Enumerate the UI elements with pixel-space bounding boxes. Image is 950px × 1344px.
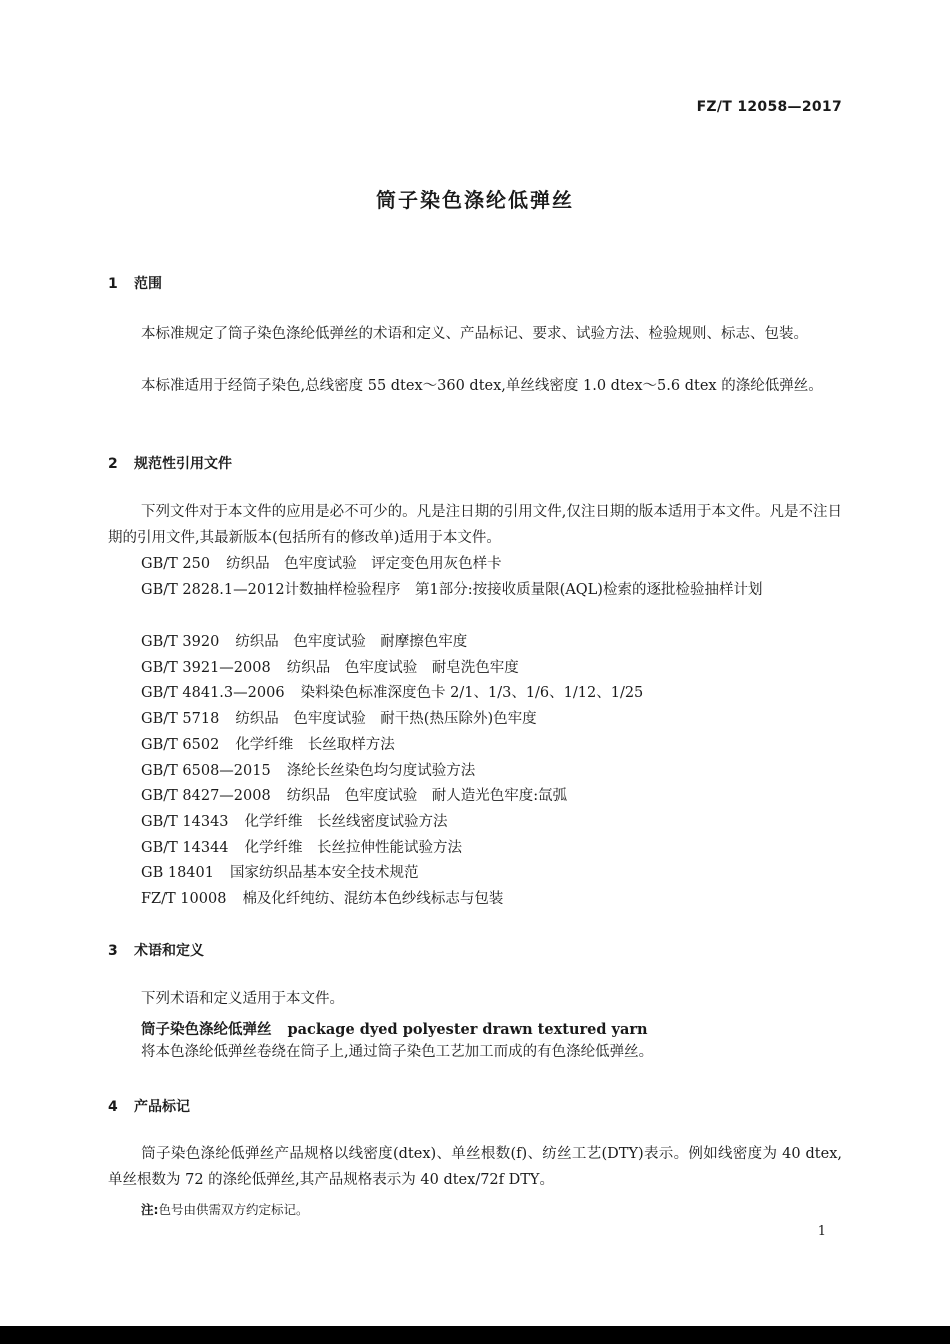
section-title: 产品标记 <box>134 1099 190 1115</box>
reference-title: 纺织品 色牢度试验 耐摩擦色牢度 <box>235 634 468 650</box>
reference-item <box>141 732 395 758</box>
reference-item <box>141 835 462 861</box>
reference-title: 染料染色标准深度色卡 2/1、1/3、1/6、1/12、1/25 <box>300 685 644 701</box>
reference-code: GB/T 4841.3—2006 <box>141 685 285 701</box>
reference-item <box>141 551 502 577</box>
reference-item <box>141 629 467 655</box>
reference-item <box>141 706 537 732</box>
note-label: 注: <box>141 1202 159 1217</box>
paragraph <box>108 373 842 399</box>
reference-title: 纺织品 色牢度试验 耐干热(热压除外)色牢度 <box>235 711 537 727</box>
reference-title: 棉及化纤纯纺、混纺本色纱线标志与包装 <box>242 891 504 907</box>
reference-item <box>141 809 448 835</box>
section-title: 规范性引用文件 <box>134 456 232 472</box>
section-number: 3 <box>108 943 118 959</box>
reference-title: 化学纤维 长丝线密度试验方法 <box>244 814 448 830</box>
paragraph-text: 本标准规定了筒子染色涤纶低弹丝的术语和定义、产品标记、要求、试验方法、检验规则、标志、包装。 <box>141 326 808 342</box>
reference-code: GB/T 6508—2015 <box>141 763 271 779</box>
reference-code: GB/T 6502 <box>141 737 220 753</box>
paragraph-text: 本标准适用于经筒子染色,总线密度 55 dtex～360 dtex,单丝线密度 1.0 dtex～5.6 dtex 的涤纶低弹丝。 <box>141 378 823 394</box>
reference-title: 纺织品 色牢度试验 评定变色用灰色样卡 <box>226 556 502 572</box>
reference-code: GB/T 250 <box>141 556 211 572</box>
term-entry <box>141 1018 648 1039</box>
reference-title: 化学纤维 长丝取样方法 <box>235 737 395 753</box>
paragraph <box>108 321 842 347</box>
reference-title: 涤纶长丝染色均匀度试验方法 <box>286 763 476 779</box>
term-english: package dyed polyester drawn textured yarn <box>287 1021 648 1038</box>
reference-code: FZ/T 10008 <box>141 891 227 907</box>
section-title: 术语和定义 <box>134 943 204 959</box>
reference-code: GB/T 5718 <box>141 711 220 727</box>
term-definition <box>141 1039 653 1065</box>
definition-text: 将本色涤纶低弹丝卷绕在筒子上,通过筒子染色工艺加工而成的有色涤纶低弹丝。 <box>141 1044 654 1060</box>
reference-item <box>141 680 643 706</box>
paragraph <box>108 499 842 551</box>
section-number: 4 <box>108 1099 118 1115</box>
standard-code: FZ/T 12058—2017 <box>696 99 842 115</box>
reference-code: GB 18401 <box>141 865 214 881</box>
paragraph-text: 下列文件对于本文件的应用是必不可少的。凡是注日期的引用文件,仅注日期的版本适用于本文件。凡是不注日期的引用文件,其最新版本(包括所有的修改单)适用于本文件。 <box>108 504 842 546</box>
reference-title: 纺织品 色牢度试验 耐皂洗色牢度 <box>286 660 519 676</box>
reference-title: 纺织品 色牢度试验 耐人造光色牢度:氙弧 <box>286 788 568 804</box>
paragraph <box>108 1141 842 1193</box>
section-number: 1 <box>108 276 118 292</box>
note-text: 色号由供需双方约定标记。 <box>158 1202 309 1217</box>
reference-item <box>141 860 418 886</box>
section-title: 范围 <box>134 276 162 292</box>
document-title: 筒子染色涤纶低弹丝 <box>376 188 574 212</box>
reference-title: 计数抽样检验程序 第1部分:按接收质量限(AQL)检索的逐批检验抽样计划 <box>284 582 763 598</box>
reference-code: GB/T 3920 <box>141 634 220 650</box>
reference-title: 化学纤维 长丝拉伸性能试验方法 <box>244 840 463 856</box>
reference-item <box>108 577 842 603</box>
paragraph <box>141 986 344 1012</box>
bottom-bar <box>0 1326 950 1344</box>
reference-code: GB/T 2828.1—2012 <box>141 582 285 598</box>
reference-title: 国家纺织品基本安全技术规范 <box>229 865 419 881</box>
section-heading-2 <box>108 453 232 473</box>
reference-code: GB/T 3921—2008 <box>141 660 271 676</box>
paragraph-text: 筒子染色涤纶低弹丝产品规格以线密度(dtex)、单丝根数(f)、纺丝工艺(DTY)表示。例如线密度为 40 dtex,单丝根数为 72 的涤纶低弹丝,其产品规格表示为 40 dtex/72f DTY。 <box>108 1146 842 1188</box>
section-heading-4 <box>108 1096 190 1116</box>
reference-item <box>141 655 519 681</box>
section-number: 2 <box>108 456 118 472</box>
reference-item <box>141 886 503 912</box>
reference-item <box>141 783 567 809</box>
paragraph-text: 下列术语和定义适用于本文件。 <box>141 991 344 1007</box>
reference-code: GB/T 14343 <box>141 814 229 830</box>
reference-code: GB/T 8427—2008 <box>141 788 271 804</box>
section-heading-3 <box>108 940 204 960</box>
section-heading-1 <box>108 273 162 293</box>
term-chinese: 筒子染色涤纶低弹丝 <box>141 1022 272 1038</box>
note <box>141 1200 309 1218</box>
page-number: 1 <box>817 1224 826 1239</box>
reference-item <box>141 758 475 784</box>
reference-code: GB/T 14344 <box>141 840 229 856</box>
